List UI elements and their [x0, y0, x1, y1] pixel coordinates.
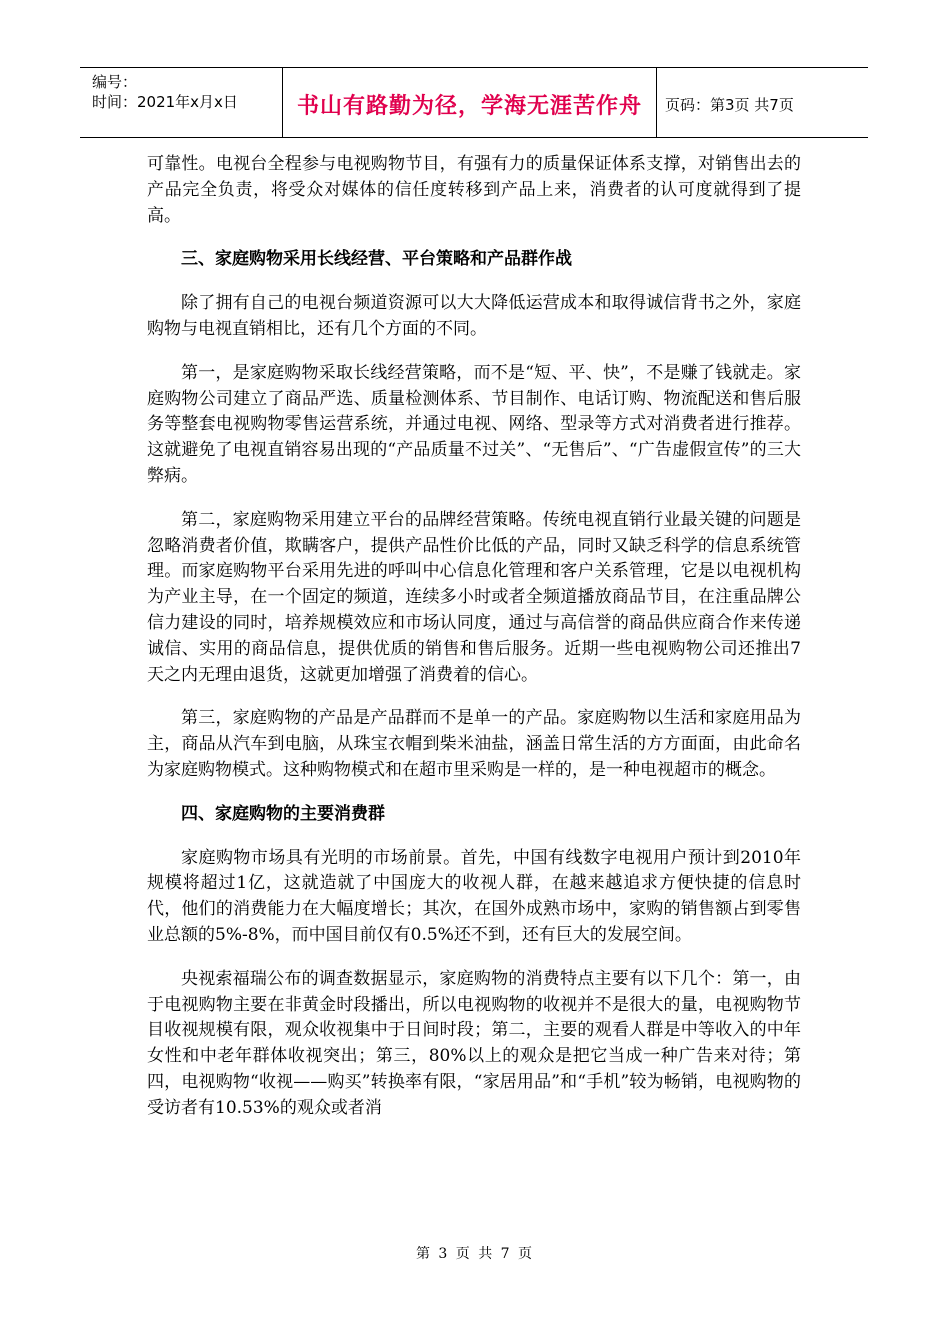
header-page-cell — [657, 70, 868, 139]
header-motto-cell — [283, 68, 657, 137]
document-body — [147, 152, 801, 1140]
section-heading-3: 三、家庭购物采用长线经营、平台策略和产品群作战 — [181, 249, 572, 270]
motto-text: 书山有路勤为径，学海无涯苦作舟 — [296, 94, 642, 119]
page-header — [80, 67, 868, 138]
paragraph-7: 央视索福瑞公布的调查数据显示，家庭购物的消费特点主要有以下几个：第一，由于电视购物主要在非黄金时段播出，所以电视购物的收视并不是很大的量，电视购物节目收视规模有限，观众收视集中于日间时段；第二，主要的观看人群是中等收入的中年女性和中老年群体收视突出；第三，80%以上的观众是把它当成一种广告来对待；第四，电视购物“收视——购买”转换率有限，“家居用品”和“手机”较为畅销，电视购物的受访者有10.53%的观众或者消 — [147, 968, 801, 1118]
paragraph-5: 第三，家庭购物的产品是产品群而不是单一的产品。家庭购物以生活和家庭用品为主，商品从汽车到电脑，从珠宝衣帽到柴米油盐，涵盖日常生活的方方面面，由此命名为家庭购物模式。这种购物模式和在超市里采购是一样的，是一种电视超市的概念。 — [147, 708, 801, 780]
number-label: 编号： — [92, 73, 138, 91]
paragraph-1: 可靠性。电视台全程参与电视购物节目，有强有力的质量保证体系支撑，对销售出去的产品完全负责，将受众对媒体的信任度转移到产品上来，消费者的认可度就得到了提高。 — [147, 154, 801, 226]
paragraph-3: 第一，是家庭购物采取长线经营策略，而不是“短、平、快”，不是赚了钱就走。家庭购物公司建立了商品严选、质量检测体系、节目制作、电话订购、物流配送和售后服务等整套电视购物零售运营系统，并通过电视、网络、型录等方式对消费者进行推荐。这就避免了电视直销容易出现的“产品质量不过关”、“无售后”、“广告虚假宣传”的三大弊病。 — [147, 362, 801, 486]
time-label: 时间：2021年x月x日 — [92, 93, 238, 111]
page-label: 页码：第3页 共7页 — [665, 96, 794, 114]
paragraph-4: 第二，家庭购物采用建立平台的品牌经营策略。传统电视直销行业最关键的问题是忽略消费者价值，欺瞒客户，提供产品性价比低的产品，同时又缺乏科学的信息系统管理。而家庭购物平台采用先进的呼叫中心信息化管理和客户关系管理，它是以电视机构为产业主导，在一个固定的频道，连续多小时或者全频道播放商品节目，在注重品牌公信力建设的同时，培养规模效应和市场认同度，通过与高信誉的商品供应商合作来传递诚信、实用的商品信息，提供优质的销售和售后服务。近期一些电视购物公司还推出7天之内无理由退货，这就更加增强了消费着的信心。 — [147, 509, 801, 685]
paragraph-2: 除了拥有自己的电视台频道资源可以大大降低运营成本和取得诚信背书之外，家庭购物与电视直销相比，还有几个方面的不同。 — [147, 293, 801, 339]
header-meta — [80, 68, 283, 137]
paragraph-6: 家庭购物市场具有光明的市场前景。首先，中国有线数字电视用户预计到2010年规模将超过1亿，这就造就了中国庞大的收视人群，在越来越追求方便快捷的信息时代，他们的消费能力在大幅度增长；其次，在国外成熟市场中，家购的销售额占到零售业总额的5%-8%，而中国目前仅有0.5%还不到，还有巨大的发展空间。 — [147, 847, 801, 945]
section-heading-4: 四、家庭购物的主要消费群 — [181, 803, 385, 824]
page-footer: 第 3 页 共 7 页 — [415, 1246, 535, 1262]
